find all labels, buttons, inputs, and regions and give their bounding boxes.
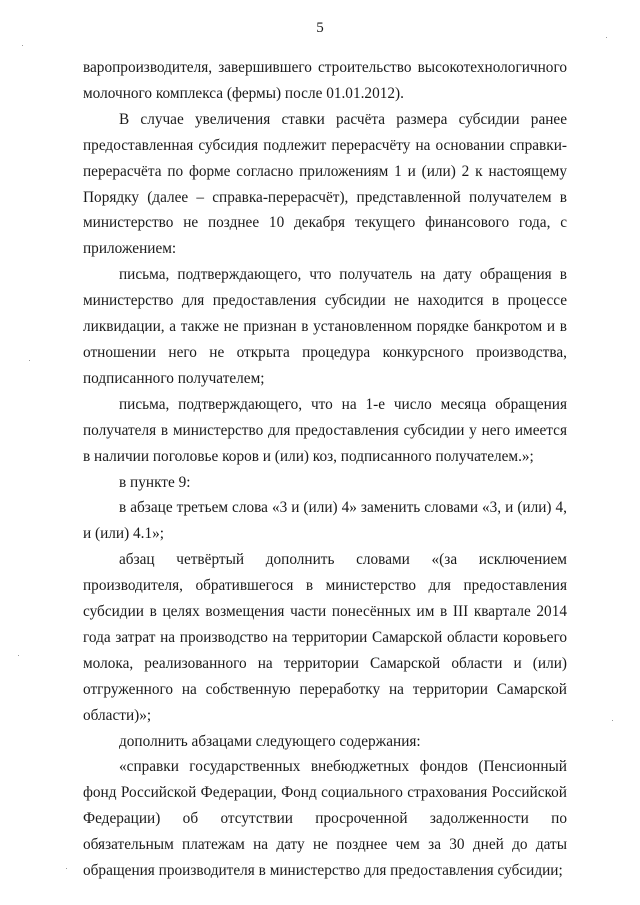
body-text — [83, 55, 567, 884]
scan-speck — [612, 720, 613, 721]
paragraph-fourth-subparagraph: абзац четвёртый дополнить словами «(за исключением производителя, обратившегося в министерство для предоставления субсидии в целях возмещения части понесённых им в III квартале 2014 года затрат на производство на территории Самарской области коровьего молока, реализованного на территории Самарской области и (или) отгруженного на собственную переработку на территории Самарской области)»; — [83, 551, 567, 724]
scan-speck — [22, 45, 23, 46]
paragraph-livestock-letter: письма, подтверждающего, что на 1-е число месяца обращения получателя в министерство для предоставления субсидии у него имеется в наличии поголовье коров и (или) коз, подписанного получателем.»; — [83, 395, 567, 465]
page-number: 5 — [316, 20, 324, 36]
paragraph-supplement: дополнить абзацами следующего содержания: — [119, 732, 421, 750]
scan-speck — [66, 868, 67, 869]
paragraph-clause-9: в пункте 9: — [119, 473, 191, 491]
scan-speck — [29, 360, 30, 361]
paragraph-recalculation: В случае увеличения ставки расчёта размера субсидии ранее предоставленная субсидия подлежит перерасчёту на основании справки-перерасчёта по форме согласно приложениям 1 и (или) 2 к настоящему Порядку (далее – справка-перерасчёт), представленной получателем в министерство не позднее 10 декабря текущего финансового года, с приложением: — [83, 110, 567, 258]
paragraph-pension-fund-certificate: «справки государственных внебюджетных фондов (Пенсионный фонд Российской Федерации, Фонд социального страхования Российской Федерации) об отсутствии просроченной задолженности по обязательным платежам на дату не позднее чем за 30 дней до даты обращения производителя в министерство для предоставления субсидии; — [83, 758, 567, 880]
paragraph-liquidation-letter: письма, подтверждающего, что получатель на дату обращения в министерство для предоставления субсидии не находится в процессе ликвидации, а также не признан в установленном порядке банкротом и в отношении него не открыта процедура конкурсного производства, подписанного получателем; — [83, 266, 567, 387]
paragraph-third-subparagraph: в абзаце третьем слова «3 и (или) 4» заменить словами «3, и (или) 4, и (или) 4.1»; — [83, 499, 567, 543]
scan-speck — [18, 655, 19, 656]
paragraph-continuation: варопроизводителя, завершившего строительство высокотехнологичного молочного комплекса (фермы) после 01.01.2012). — [83, 59, 567, 102]
scan-speck — [606, 37, 607, 38]
